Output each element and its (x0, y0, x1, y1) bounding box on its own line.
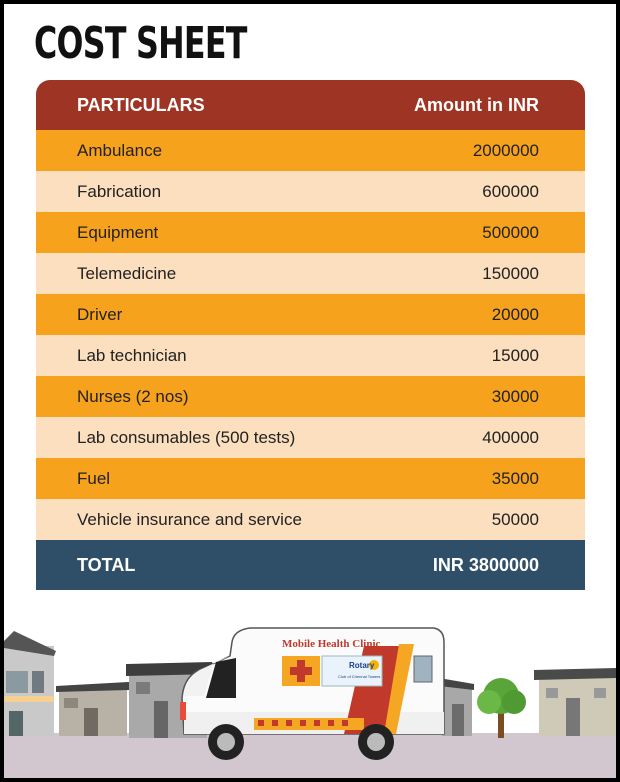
total-amount: INR 3800000 (432, 554, 539, 575)
row-amount: 50000 (491, 509, 539, 529)
header-particulars: PARTICULARS (77, 94, 205, 115)
row-amount: 15000 (491, 345, 539, 365)
house-icon (4, 631, 56, 736)
house-icon (56, 682, 130, 736)
row-amount: 30000 (491, 386, 539, 406)
row-amount: 20000 (491, 304, 539, 324)
table-header (36, 80, 585, 130)
cost-table (36, 80, 585, 590)
street-illustration (4, 616, 616, 778)
table-row (36, 130, 585, 171)
row-label: Equipment (77, 222, 159, 242)
road (4, 733, 616, 778)
row-label: Driver (77, 304, 123, 324)
row-label: Telemedicine (77, 263, 177, 283)
table-row (36, 499, 585, 540)
row-label: Fuel (77, 468, 111, 488)
table-total-row (36, 540, 585, 590)
van-banner: Mobile Health Clinic (282, 638, 381, 650)
row-label: Ambulance (77, 140, 163, 160)
van-logo-subtitle: Club of Chennai Towers (338, 674, 381, 679)
cost-sheet-page (4, 4, 616, 778)
row-amount: 500000 (482, 222, 539, 242)
row-label: Nurses (2 nos) (77, 386, 189, 406)
row-amount: 400000 (482, 427, 539, 447)
table-row (36, 376, 585, 417)
row-label: Lab technician (77, 345, 187, 365)
table-row (36, 253, 585, 294)
house-icon (534, 668, 616, 736)
row-amount: 35000 (491, 468, 539, 488)
row-label: Lab consumables (500 tests) (77, 427, 296, 447)
table-row (36, 212, 585, 253)
header-amount: Amount in INR (414, 94, 539, 115)
tree-icon (477, 678, 526, 738)
row-amount: 150000 (482, 263, 539, 283)
table-row (36, 294, 585, 335)
total-label: TOTAL (77, 554, 136, 575)
table-body (36, 130, 585, 540)
row-label: Fabrication (77, 181, 162, 201)
table-row (36, 171, 585, 212)
table-row (36, 458, 585, 499)
van-logo-name: Rotary (349, 661, 375, 670)
page-title: COST SHEET (34, 18, 247, 69)
row-label: Vehicle insurance and service (77, 509, 302, 529)
row-amount: 600000 (482, 181, 539, 201)
table-row (36, 417, 585, 458)
table-row (36, 335, 585, 376)
row-amount: 2000000 (472, 140, 539, 160)
